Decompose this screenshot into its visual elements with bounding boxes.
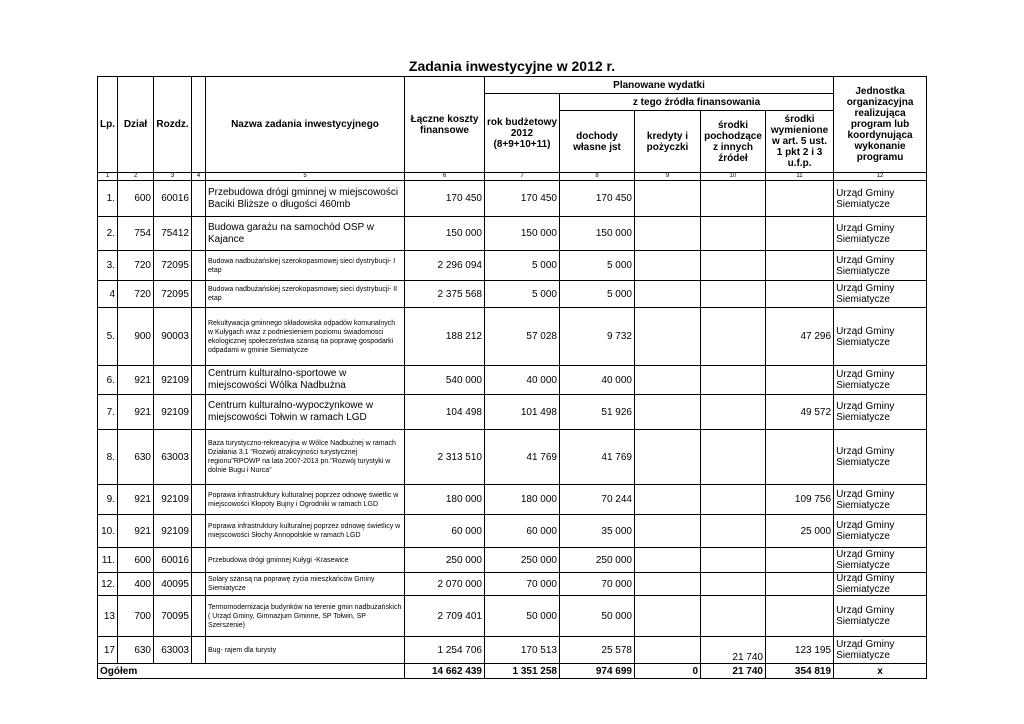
col-number: 9 [635, 173, 701, 181]
cell-jednostka: Urząd Gminy Siemiatycze [834, 308, 927, 366]
cell-lp: 6. [98, 366, 118, 395]
table-row [98, 281, 927, 308]
header-zrodla: z tego źródła finansowania [560, 94, 834, 111]
cell-lp: 7. [98, 395, 118, 430]
cell-inne: 21 740 [701, 637, 766, 664]
col-number: 7 [485, 173, 560, 181]
cell-kredyty [635, 395, 701, 430]
cell-rok: 70 000 [485, 573, 560, 596]
header-kredyty: kredyty i pożyczki [635, 111, 701, 173]
cell-rok: 150 000 [485, 217, 560, 251]
cell-kredyty [635, 430, 701, 485]
cell-wym [766, 366, 834, 395]
cell-dochody: 51 926 [560, 395, 635, 430]
cell-rok: 40 000 [485, 366, 560, 395]
cell-dzial: 720 [118, 251, 154, 281]
cell-kredyty [635, 485, 701, 515]
cell-dzial: 400 [118, 573, 154, 596]
cell-dochody: 5 000 [560, 281, 635, 308]
col-number: 1 [98, 173, 118, 181]
table-row [98, 637, 927, 664]
cell-wym: 47 296 [766, 308, 834, 366]
cell-blank [192, 366, 206, 395]
cell-kredyty [635, 596, 701, 637]
cell-wym [766, 430, 834, 485]
cell-jednostka: Urząd Gminy Siemiatycze [834, 596, 927, 637]
cell-dzial: 900 [118, 308, 154, 366]
cell-lp: 8. [98, 430, 118, 485]
cell-rozdz: 75412 [154, 217, 192, 251]
cell-koszty: 60 000 [405, 515, 485, 548]
cell-wym: 109 756 [766, 485, 834, 515]
table-row [98, 573, 927, 596]
cell-rok: 250 000 [485, 548, 560, 573]
cell-dzial: 921 [118, 366, 154, 395]
col-number: 8 [560, 173, 635, 181]
cell-dochody: 41 769 [560, 430, 635, 485]
cell-blank [192, 430, 206, 485]
total-koszty: 14 662 439 [405, 664, 485, 679]
cell-jednostka: Urząd Gminy Siemiatycze [834, 281, 927, 308]
table-row [98, 181, 927, 217]
cell-jednostka: Urząd Gminy Siemiatycze [834, 485, 927, 515]
cell-rok: 170 450 [485, 181, 560, 217]
cell-blank [192, 637, 206, 664]
cell-nazwa: Budowa nadbużańskiej szerokopasmowej sieci dystrybucji- II etap [206, 281, 405, 308]
header-dzial: Dział [118, 77, 154, 173]
cell-wym [766, 281, 834, 308]
cell-rok: 101 498 [485, 395, 560, 430]
col-number: 11 [766, 173, 834, 181]
cell-lp: 12. [98, 573, 118, 596]
cell-lp: 10. [98, 515, 118, 548]
cell-blank [192, 515, 206, 548]
cell-blank [192, 181, 206, 217]
cell-nazwa: Budowa garażu na samochód OSP w Kajance [206, 217, 405, 251]
cell-inne [701, 485, 766, 515]
cell-blank [192, 395, 206, 430]
cell-rok: 180 000 [485, 485, 560, 515]
cell-rozdz: 92109 [154, 395, 192, 430]
cell-kredyty [635, 573, 701, 596]
cell-kredyty [635, 366, 701, 395]
col-number: 2 [118, 173, 154, 181]
col-number: 3 [154, 173, 192, 181]
cell-koszty: 2 313 510 [405, 430, 485, 485]
cell-dzial: 754 [118, 217, 154, 251]
cell-jednostka: Urząd Gminy Siemiatycze [834, 430, 927, 485]
cell-nazwa: Poprawa infrastruktury kulturalnej poprzez odnowę świetlicy w miejscowości Słochy Annopolskie w ramach LGD [206, 515, 405, 548]
cell-rok: 60 000 [485, 515, 560, 548]
total-inne: 21 740 [701, 664, 766, 679]
col-number: 10 [701, 173, 766, 181]
cell-jednostka: Urząd Gminy Siemiatycze [834, 515, 927, 548]
cell-wym [766, 573, 834, 596]
cell-lp: 4 [98, 281, 118, 308]
cell-blank [192, 217, 206, 251]
total-rok: 1 351 258 [485, 664, 560, 679]
header-koszty: Łączne koszty finansowe [405, 77, 485, 173]
table-row [98, 596, 927, 637]
table-row [98, 366, 927, 395]
cell-rok: 41 769 [485, 430, 560, 485]
header-srodki-inne: środki pochodzące z innych źródeł [701, 111, 766, 173]
total-label: Ogółem [98, 664, 405, 679]
cell-wym [766, 251, 834, 281]
cell-inne [701, 281, 766, 308]
col-number: 12 [834, 173, 927, 181]
col-number: 5 [206, 173, 405, 181]
cell-rozdz: 40095 [154, 573, 192, 596]
total-kredyty: 0 [635, 664, 701, 679]
cell-inne [701, 515, 766, 548]
total-row [98, 664, 927, 679]
cell-dzial: 600 [118, 181, 154, 217]
cell-koszty: 2 070 000 [405, 573, 485, 596]
cell-dzial: 600 [118, 548, 154, 573]
cell-kredyty [635, 515, 701, 548]
cell-rok: 5 000 [485, 281, 560, 308]
total-dochody: 974 699 [560, 664, 635, 679]
cell-dzial: 720 [118, 281, 154, 308]
column-number-row [98, 173, 927, 181]
cell-wym [766, 217, 834, 251]
header-nazwa: Nazwa zadania inwestycyjnego [206, 77, 405, 173]
cell-blank [192, 308, 206, 366]
cell-blank [192, 548, 206, 573]
cell-koszty: 104 498 [405, 395, 485, 430]
table-row [98, 217, 927, 251]
cell-rozdz: 70095 [154, 596, 192, 637]
cell-nazwa: Centrum kulturalno-wypoczynkowe w miejscowości Tołwin w ramach LGD [206, 395, 405, 430]
cell-dochody: 9 732 [560, 308, 635, 366]
cell-jednostka: Urząd Gminy Siemiatycze [834, 637, 927, 664]
cell-nazwa: Centrum kulturalno-sportowe w miejscowości Wólka Nadbużna [206, 366, 405, 395]
header-rok: rok budżetowy 2012 (8+9+10+11) [485, 94, 560, 173]
cell-koszty: 2 709 401 [405, 596, 485, 637]
cell-dzial: 921 [118, 395, 154, 430]
cell-dochody: 40 000 [560, 366, 635, 395]
cell-rok: 50 000 [485, 596, 560, 637]
header-srodki-wym: środki wymienione w art. 5 ust. 1 pkt 2 i 3 u.f.p. [766, 111, 834, 173]
cell-inne [701, 395, 766, 430]
cell-kredyty [635, 181, 701, 217]
cell-kredyty [635, 637, 701, 664]
cell-dochody: 25 578 [560, 637, 635, 664]
cell-inne [701, 251, 766, 281]
cell-blank [192, 596, 206, 637]
cell-wym: 25 000 [766, 515, 834, 548]
table-row [98, 308, 927, 366]
cell-inne [701, 430, 766, 485]
cell-inne [701, 548, 766, 573]
cell-rok: 170 513 [485, 637, 560, 664]
cell-blank [192, 251, 206, 281]
cell-koszty: 2 296 094 [405, 251, 485, 281]
cell-nazwa: Rekultywacja gminnego składowiska odpadów komunalnych w Kułygach wraz z podniesieniem poziomu świadomosci ekologicznej społeczeństwa szansą na poprawę gospodarki odpadami w gminie Siemiatycze [206, 308, 405, 366]
total-jednostka: x [834, 664, 927, 679]
cell-dochody: 50 000 [560, 596, 635, 637]
cell-rozdz: 90003 [154, 308, 192, 366]
cell-koszty: 540 000 [405, 366, 485, 395]
cell-jednostka: Urząd Gminy Siemiatycze [834, 251, 927, 281]
cell-koszty: 170 450 [405, 181, 485, 217]
table-row [98, 548, 927, 573]
cell-lp: 17 [98, 637, 118, 664]
cell-dzial: 921 [118, 515, 154, 548]
cell-nazwa: Bug- rajem dla turysty [206, 637, 405, 664]
cell-jednostka: Urząd Gminy Siemiatycze [834, 395, 927, 430]
cell-lp: 1. [98, 181, 118, 217]
cell-dochody: 35 000 [560, 515, 635, 548]
cell-koszty: 250 000 [405, 548, 485, 573]
cell-inne [701, 181, 766, 217]
cell-nazwa: Budowa nadbużańskiej szerokopasmowej sieci dystrybucji- I etap [206, 251, 405, 281]
cell-dochody: 250 000 [560, 548, 635, 573]
cell-inne [701, 217, 766, 251]
cell-koszty: 188 212 [405, 308, 485, 366]
cell-nazwa: Przebudowa drógi gminnej Kułygi -Krasewice [206, 548, 405, 573]
table-row [98, 485, 927, 515]
cell-kredyty [635, 308, 701, 366]
cell-koszty: 2 375 568 [405, 281, 485, 308]
cell-lp: 5. [98, 308, 118, 366]
cell-lp: 9. [98, 485, 118, 515]
header-lp: Lp. [98, 77, 118, 173]
table-row [98, 251, 927, 281]
cell-rozdz: 92109 [154, 515, 192, 548]
cell-rozdz: 92109 [154, 485, 192, 515]
cell-inne [701, 573, 766, 596]
page-title: Zadania inwestycyjne w 2012 r. [408, 58, 616, 74]
cell-rozdz: 72095 [154, 281, 192, 308]
total-wym: 354 819 [766, 664, 834, 679]
cell-jednostka: Urząd Gminy Siemiatycze [834, 181, 927, 217]
cell-nazwa: Termomodernizacja budynków na terenie gmin nadbużańskich ( Urząd Gminy, Gimnazjum Gminne, SP Tołwin, SP Szerszenie) [206, 596, 405, 637]
header-blank [192, 77, 206, 173]
cell-rozdz: 92109 [154, 366, 192, 395]
cell-jednostka: Urząd Gminy Siemiatycze [834, 366, 927, 395]
cell-inne [701, 308, 766, 366]
cell-kredyty [635, 281, 701, 308]
cell-blank [192, 573, 206, 596]
cell-wym [766, 548, 834, 573]
cell-rozdz: 63003 [154, 637, 192, 664]
table-row [98, 515, 927, 548]
header-rozdz: Rozdz. [154, 77, 192, 173]
table-row [98, 395, 927, 430]
cell-nazwa: Solary szansą na poprawę życia mieszkańców Gminy Siemiatycze [206, 573, 405, 596]
cell-kredyty [635, 548, 701, 573]
cell-kredyty [635, 251, 701, 281]
cell-rozdz: 60016 [154, 181, 192, 217]
col-number: 4 [192, 173, 206, 181]
header-planowane: Planowane wydatki [485, 77, 834, 94]
cell-rok: 57 028 [485, 308, 560, 366]
cell-rozdz: 63003 [154, 430, 192, 485]
cell-dochody: 150 000 [560, 217, 635, 251]
cell-dochody: 5 000 [560, 251, 635, 281]
cell-dzial: 630 [118, 430, 154, 485]
cell-koszty: 180 000 [405, 485, 485, 515]
cell-jednostka: Urząd Gminy Siemiatycze [834, 573, 927, 596]
cell-wym [766, 181, 834, 217]
cell-rok: 5 000 [485, 251, 560, 281]
header-dochody: dochody własne jst [560, 111, 635, 173]
cell-blank [192, 485, 206, 515]
cell-lp: 11. [98, 548, 118, 573]
cell-inne [701, 366, 766, 395]
col-number: 6 [405, 173, 485, 181]
cell-dzial: 630 [118, 637, 154, 664]
cell-dzial: 700 [118, 596, 154, 637]
cell-nazwa: Poprawa infrastrukltury kulturalnej poprzez odnowę świetlic w miejscowości Kłopoty Bujny i Ogrodniki w ramach LGD [206, 485, 405, 515]
cell-rozdz: 72095 [154, 251, 192, 281]
cell-dochody: 70 244 [560, 485, 635, 515]
cell-koszty: 150 000 [405, 217, 485, 251]
investment-table [97, 76, 927, 679]
cell-wym [766, 596, 834, 637]
cell-wym: 123 195 [766, 637, 834, 664]
header-jednostka: Jednostka organizacyjna realizująca program lub koordynująca wykonanie programu [834, 77, 927, 173]
cell-blank [192, 281, 206, 308]
cell-nazwa: Przebudowa drógi gminnej w miejscowości Baciki Bliższe o długości 460mb [206, 181, 405, 217]
cell-dochody: 170 450 [560, 181, 635, 217]
table-row [98, 430, 927, 485]
cell-dzial: 921 [118, 485, 154, 515]
cell-lp: 2. [98, 217, 118, 251]
cell-rozdz: 60016 [154, 548, 192, 573]
cell-jednostka: Urząd Gminy Siemiatycze [834, 217, 927, 251]
cell-kredyty [635, 217, 701, 251]
cell-lp: 3. [98, 251, 118, 281]
cell-inne [701, 596, 766, 637]
cell-dochody: 70 000 [560, 573, 635, 596]
cell-jednostka: Urząd Gminy Siemiatycze [834, 548, 927, 573]
cell-koszty: 1 254 706 [405, 637, 485, 664]
cell-lp: 13 [98, 596, 118, 637]
cell-nazwa: Baza turystyczno-rekreacyjna w Wólce Nadbużnej w ramach Działania 3.1 "Rozwój atrakcyjności turystycznej regionu"RPOWP na lata 2007-2013 pn."Rozwój turystyki w dolnie Bugu i Nurca" [206, 430, 405, 485]
cell-wym: 49 572 [766, 395, 834, 430]
